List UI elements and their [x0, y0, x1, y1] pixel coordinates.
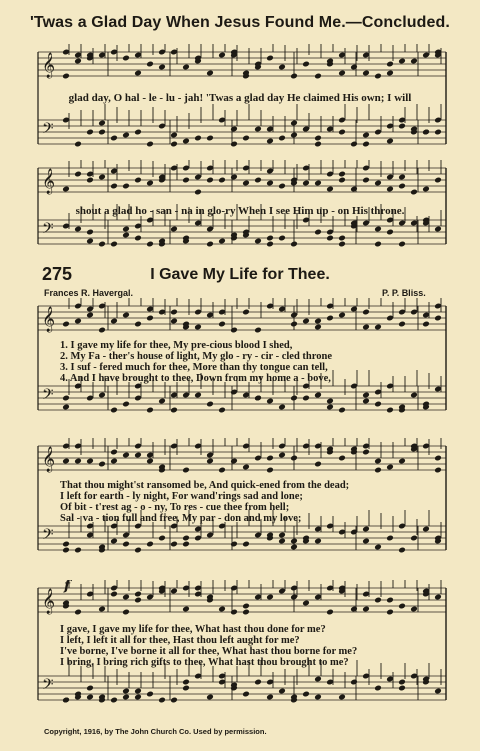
note-head [230, 541, 238, 548]
note-head [302, 600, 310, 607]
note-head [398, 123, 406, 130]
note-head [242, 309, 250, 316]
note-head [122, 694, 130, 701]
note-head [326, 398, 334, 405]
note-head [362, 70, 370, 77]
note-head [338, 171, 346, 178]
note-head [362, 392, 370, 399]
author-credit: Frances R. Havergal. [44, 288, 134, 298]
note-head [122, 226, 130, 233]
note-head [182, 679, 190, 686]
note-head [182, 177, 190, 184]
note-head [386, 61, 394, 68]
note-head [86, 458, 94, 465]
note-head [218, 606, 226, 613]
note-head [170, 541, 178, 548]
note-head [362, 141, 370, 148]
note-head [314, 676, 322, 683]
note-head [362, 398, 370, 405]
note-head [146, 458, 154, 465]
note-head [110, 449, 118, 456]
note-head [314, 229, 322, 236]
note-head [134, 591, 142, 598]
note-head [314, 141, 322, 148]
note-head [122, 55, 130, 62]
note-head [218, 321, 226, 328]
note-head [218, 238, 226, 245]
note-head [266, 594, 274, 601]
note-head [350, 186, 358, 193]
note-head [206, 694, 214, 701]
note-head [230, 141, 238, 148]
note-head [326, 315, 334, 322]
note-head [314, 392, 322, 399]
note-head [386, 186, 394, 193]
note-head [326, 186, 334, 193]
continuation-title: 'Twas a Glad Day When Jesus Found Me.—Concluded. [30, 14, 450, 31]
bass-clef-icon: 𝄢 [42, 220, 54, 241]
note-head [86, 129, 94, 136]
note-head [266, 55, 274, 62]
verse-line: 4. And I have brought to thee, Down from my home a - bove, [60, 373, 331, 384]
note-head [218, 407, 226, 414]
note-head [242, 603, 250, 610]
note-head [338, 70, 346, 77]
note-head [398, 603, 406, 610]
note-head [170, 407, 178, 414]
note-head [122, 594, 130, 601]
note-head [62, 395, 70, 402]
note-head [278, 688, 286, 695]
note-head [386, 407, 394, 414]
note-head [254, 177, 262, 184]
note-head [362, 132, 370, 139]
note-head [122, 232, 130, 239]
note-head [314, 324, 322, 331]
note-head [374, 241, 382, 248]
note-head [422, 321, 430, 328]
note-head [74, 318, 82, 325]
note-head [410, 392, 418, 399]
note-head [110, 318, 118, 325]
note-head [230, 327, 238, 334]
note-head [146, 691, 154, 698]
note-head [374, 597, 382, 604]
note-head [374, 324, 382, 331]
note-head [62, 458, 70, 465]
verse-line: I've borne, I've borne it all for thee, What hast thou borne for me? [60, 646, 358, 657]
verse-line: I gave, I gave my life for thee, What hast thou done for me? [60, 624, 326, 635]
note-head [86, 238, 94, 245]
note-head [434, 688, 442, 695]
hymn-number: 275 [42, 264, 73, 284]
note-head [242, 180, 250, 187]
note-head [98, 241, 106, 248]
note-head [170, 318, 178, 325]
note-head [398, 241, 406, 248]
note-head [242, 609, 250, 616]
note-head [386, 138, 394, 145]
note-head [410, 606, 418, 613]
note-head [254, 395, 262, 402]
note-head [206, 135, 214, 142]
note-head [386, 535, 394, 542]
note-head [386, 597, 394, 604]
note-head [74, 609, 82, 616]
note-head [110, 458, 118, 465]
note-head [374, 180, 382, 187]
note-head [146, 180, 154, 187]
note-head [146, 241, 154, 248]
note-head [98, 327, 106, 334]
note-head [158, 64, 166, 71]
note-head [278, 452, 286, 459]
note-head [86, 177, 94, 184]
note-head [146, 141, 154, 148]
note-head [266, 467, 274, 474]
note-head [230, 174, 238, 181]
note-head [374, 467, 382, 474]
treble-clef-icon: 𝄞 [42, 447, 56, 472]
note-head [230, 458, 238, 465]
note-head [122, 401, 130, 408]
note-head [206, 70, 214, 77]
note-head [110, 538, 118, 545]
note-head [74, 141, 82, 148]
verse-line: That thou might'st ransomed be, And quick-ened from the dead; [60, 480, 350, 491]
note-head [194, 324, 202, 331]
note-head [278, 183, 286, 190]
note-head [302, 318, 310, 325]
note-head [230, 126, 238, 133]
note-head [314, 180, 322, 187]
note-head [122, 452, 130, 459]
note-head [326, 235, 334, 242]
note-head [86, 229, 94, 236]
note-head [398, 685, 406, 692]
note-head [62, 321, 70, 328]
note-head [362, 324, 370, 331]
note-head [134, 694, 142, 701]
note-head [218, 467, 226, 474]
note-head [302, 691, 310, 698]
note-head [374, 226, 382, 233]
note-head [278, 235, 286, 242]
note-head [170, 141, 178, 148]
note-head [398, 547, 406, 554]
note-head [110, 183, 118, 190]
note-head [434, 315, 442, 322]
note-head [134, 321, 142, 328]
note-head [182, 535, 190, 542]
note-head [122, 609, 130, 616]
note-head [398, 174, 406, 181]
note-head [266, 138, 274, 145]
note-head [410, 189, 418, 196]
note-head [134, 597, 142, 604]
note-head [254, 126, 262, 133]
note-head [314, 538, 322, 545]
note-head [338, 694, 346, 701]
note-head [74, 58, 82, 65]
dynamic-mark: f [64, 580, 71, 594]
note-head [74, 458, 82, 465]
note-head [326, 404, 334, 411]
note-head [242, 691, 250, 698]
note-head [278, 538, 286, 545]
note-head [182, 64, 190, 71]
note-head [98, 174, 106, 181]
note-head [398, 679, 406, 686]
note-head [146, 315, 154, 322]
note-head [302, 395, 310, 402]
lyric-line: shout a glad ho - san - na in glo-ry When I see Him up - on His throne. [75, 205, 405, 217]
note-head [362, 606, 370, 613]
note-head [314, 694, 322, 701]
note-head [362, 309, 370, 316]
note-head [254, 327, 262, 334]
note-head [266, 235, 274, 242]
treble-clef-icon: 𝄞 [42, 307, 56, 332]
note-head [350, 64, 358, 71]
note-head [422, 129, 430, 136]
note-head [182, 467, 190, 474]
note-head [398, 321, 406, 328]
composer-credit: P. P. Bliss. [382, 288, 426, 298]
note-head [254, 238, 262, 245]
note-head [362, 449, 370, 456]
note-head [338, 241, 346, 248]
note-head [374, 544, 382, 551]
note-head [146, 407, 154, 414]
note-head [386, 70, 394, 77]
note-head [434, 129, 442, 136]
verse-line: Of bit - t'rest ag - o - ny, To res - cue thee from hell; [60, 502, 290, 513]
note-head [338, 407, 346, 414]
note-head [182, 685, 190, 692]
note-head [62, 404, 70, 411]
note-head [122, 132, 130, 139]
note-head [206, 401, 214, 408]
note-head [218, 52, 226, 59]
note-head [110, 407, 118, 414]
bass-clef-icon: 𝄢 [42, 120, 54, 141]
note-head [278, 532, 286, 539]
note-head [350, 606, 358, 613]
note-head [398, 58, 406, 65]
note-head [98, 129, 106, 136]
lyric-line: glad day, O hal - le - lu - jah! 'Twas a glad day He claimed His own; I will [68, 92, 412, 104]
note-head [338, 177, 346, 184]
note-head [122, 312, 130, 319]
note-head [266, 180, 274, 187]
note-head [74, 171, 82, 178]
verse-line: I bring, I bring rich gifts to thee, What hast thou brought to me? [60, 657, 349, 668]
note-head [194, 135, 202, 142]
note-head [278, 64, 286, 71]
note-head [134, 452, 142, 459]
note-head [98, 461, 106, 468]
note-head [434, 467, 442, 474]
note-head [362, 538, 370, 545]
note-head [338, 455, 346, 462]
note-head [170, 309, 178, 316]
note-head [134, 547, 142, 554]
note-head [242, 541, 250, 548]
note-head [434, 594, 442, 601]
note-head [206, 177, 214, 184]
treble-clef-icon: 𝄞 [42, 169, 56, 194]
note-head [170, 132, 178, 139]
note-head [374, 73, 382, 80]
note-head [146, 541, 154, 548]
note-head [206, 241, 214, 248]
note-head [266, 241, 274, 248]
note-head [98, 120, 106, 127]
note-head [158, 535, 166, 542]
note-head [242, 464, 250, 471]
treble-clef-icon: 𝄞 [42, 589, 56, 614]
note-head [410, 535, 418, 542]
note-head [146, 61, 154, 68]
note-head [386, 464, 394, 471]
note-head [170, 697, 178, 704]
note-head [326, 609, 334, 616]
note-head [302, 61, 310, 68]
note-head [98, 392, 106, 399]
note-head [362, 177, 370, 184]
note-head [434, 226, 442, 233]
note-head [86, 694, 94, 701]
note-head [314, 73, 322, 80]
note-head [122, 688, 130, 695]
note-head [398, 458, 406, 465]
note-head [182, 606, 190, 613]
note-head [194, 392, 202, 399]
note-head [194, 189, 202, 196]
note-head [314, 318, 322, 325]
bass-clef-icon: 𝄢 [42, 526, 54, 547]
note-head [110, 241, 118, 248]
note-head [182, 541, 190, 548]
note-head [266, 694, 274, 701]
note-head [134, 177, 142, 184]
note-head [338, 312, 346, 319]
note-head [422, 526, 430, 533]
bass-clef-icon: 𝄢 [42, 386, 54, 407]
note-head [350, 306, 358, 313]
note-head [62, 541, 70, 548]
note-head [398, 183, 406, 190]
note-head [410, 58, 418, 65]
note-head [254, 679, 262, 686]
treble-clef-icon: 𝄞 [42, 53, 56, 78]
note-head [134, 235, 142, 242]
note-head [182, 138, 190, 145]
note-head [230, 609, 238, 616]
note-head [62, 73, 70, 80]
note-head [278, 135, 286, 142]
note-head [350, 679, 358, 686]
note-head [134, 688, 142, 695]
bass-clef-icon: 𝄢 [42, 676, 54, 697]
note-head [134, 129, 142, 136]
note-head [338, 129, 346, 136]
note-head [242, 135, 250, 142]
note-head [62, 547, 70, 554]
note-head [374, 685, 382, 692]
note-head [86, 685, 94, 692]
note-head [362, 526, 370, 533]
note-head [266, 398, 274, 405]
note-head [386, 609, 394, 616]
verse-line: I left for earth - ly night, For wand'rings sad and lone; [60, 491, 303, 502]
note-head [302, 180, 310, 187]
note-head [278, 404, 286, 411]
verse-line: Sal - va - tion full and free, My par - don and my love; [60, 513, 302, 524]
note-head [218, 177, 226, 184]
note-head [158, 697, 166, 704]
note-head [134, 70, 142, 77]
note-head [374, 458, 382, 465]
note-head [122, 541, 130, 548]
note-head [110, 697, 118, 704]
note-head [434, 177, 442, 184]
note-head [374, 401, 382, 408]
note-head [386, 229, 394, 236]
note-head [62, 697, 70, 704]
note-head [110, 591, 118, 598]
copyright-notice: Copyright, 1916, by The John Church Co. Used by permission. [44, 727, 267, 736]
hymn-title: I Gave My Life for Thee. [150, 266, 330, 283]
verse-line: 2. My Fa - ther's house of light, My glo - ry - cir - cled throne [60, 351, 332, 362]
note-head [314, 461, 322, 468]
note-head [170, 226, 178, 233]
note-head [86, 312, 94, 319]
note-head [266, 455, 274, 462]
note-head [206, 458, 214, 465]
note-head [98, 606, 106, 613]
note-head [170, 588, 178, 595]
note-head [158, 398, 166, 405]
note-head [314, 135, 322, 142]
note-head [434, 455, 442, 462]
note-head [74, 547, 82, 554]
note-head [74, 226, 82, 233]
note-head [122, 183, 130, 190]
verse-line: 1. I gave my life for thee, My pre-cious blood I shed, [60, 340, 293, 351]
verse-line: 3. I suf - fered much for thee, More than thy tongue can tell, [60, 362, 328, 373]
music-system [0, 44, 480, 164]
verse-line: I left, I left it all for thee, Hast thou left aught for me? [60, 635, 300, 646]
note-head [62, 186, 70, 193]
note-head [110, 135, 118, 142]
note-head [350, 141, 358, 148]
note-head [338, 235, 346, 242]
note-head [422, 186, 430, 193]
